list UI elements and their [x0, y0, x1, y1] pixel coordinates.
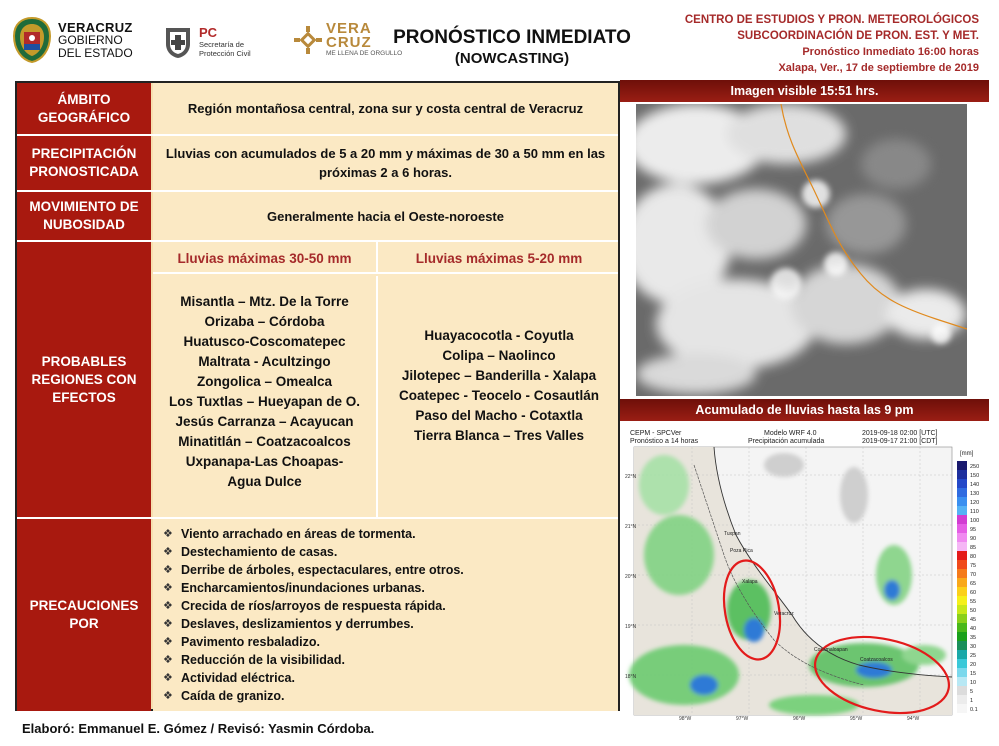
precipitacion-label: PRECIPITACIÓN PRONOSTICADA [17, 136, 151, 190]
colorbar-label: 50 [970, 608, 977, 614]
precauciones-label: PRECAUCIONES POR [17, 519, 151, 711]
colorbar-swatch [957, 623, 967, 632]
diamond-bullet-icon: ❖ [163, 690, 173, 702]
regions-header-row [153, 242, 618, 274]
city-label: Poza Rica [730, 548, 753, 554]
colorbar-label: 80 [970, 554, 977, 560]
lat-label: 18°N [625, 674, 637, 680]
regiones-label: PROBABLES REGIONES CON EFECTOS [17, 242, 151, 517]
colorbar-label: 110 [970, 509, 979, 515]
colorbar-swatch [957, 524, 967, 533]
colorbar-label: 5 [970, 689, 974, 695]
movimiento-value: Generalmente hacia el Oeste-noroeste [153, 192, 618, 240]
city-label: Xalapa [742, 579, 758, 585]
page-subtitle: (NOWCASTING) [454, 50, 570, 67]
colorbar-swatch [957, 578, 967, 587]
lon-label: 96°W [793, 716, 806, 721]
colorbar-swatch [957, 587, 967, 596]
list-item: Uxpanapa-Las Choapas-Agua Dulce [185, 453, 344, 489]
diamond-bullet-icon: ❖ [163, 528, 173, 540]
colorbar-swatch [957, 479, 967, 488]
satellite-cloud-field [636, 104, 967, 396]
satellite-visible-image [636, 104, 967, 396]
diamond-bullet-icon: ❖ [163, 600, 173, 612]
diamond-bullet-icon: ❖ [163, 582, 173, 594]
colorbar-swatch [957, 533, 967, 542]
colorbar-label: 90 [970, 536, 977, 542]
list-item: Tierra Blanca – Tres Valles [413, 427, 585, 443]
scale-unit: [mm] [960, 451, 974, 457]
list-item: ❖ Viento arrachado en áreas de tormenta. [163, 527, 416, 541]
veracruz-logo-line3: DEL ESTADO [58, 45, 133, 60]
list-item: Misantla – Mtz. De la Torre [180, 293, 349, 309]
model-forecast-horizon: Pronóstico a 14 horas [630, 438, 699, 445]
city-label: Veracruz [774, 611, 794, 617]
colorbar-label: 0.1 [970, 707, 978, 713]
colorbar-label: 95 [970, 527, 977, 533]
diamond-bullet-icon: ❖ [163, 546, 173, 558]
colorbar-label: 10 [970, 680, 977, 686]
row-ambito [17, 83, 618, 136]
accumulated-rain-title: Acumulado de lluvias hasta las 9 pm [620, 399, 989, 421]
colorbar-swatch [957, 686, 967, 695]
diamond-bullet-icon: ❖ [163, 654, 173, 666]
list-item: ❖ Caída de granizo. [163, 689, 285, 703]
colorbar-label: 30 [970, 644, 977, 650]
colorbar-swatch [957, 659, 967, 668]
veracruz-brand-mark-icon [294, 26, 322, 54]
colorbar-label: 250 [970, 464, 980, 470]
footer-credits: Elaboró: Emmanuel E. Gómez / Revisó: Yasmin Córdoba. [22, 721, 375, 736]
proteccion-civil-shield-icon [162, 24, 194, 60]
issue-date: Xalapa, Ver., 17 de septiembre de 2019 [778, 62, 979, 74]
colorbar-label: 1 [970, 698, 974, 704]
list-item: Huatusco-Coscomatepec [183, 333, 346, 349]
colorbar-swatch [957, 668, 967, 677]
heavy-rain-header: Lluvias máximas 30-50 mm [153, 242, 378, 274]
list-item: Maltrata - Acultzingo [198, 353, 331, 369]
veracruz-logo-line2: GOBIERNO [58, 32, 123, 47]
pc-logo-line3: Protección Civil [199, 49, 251, 58]
list-item: Los Tuxtlas – Hueyapan de O. [168, 393, 361, 409]
lon-label: 98°W [679, 716, 692, 721]
page-title: PRONÓSTICO INMEDIATO [393, 27, 631, 48]
colorbar-label: 40 [970, 626, 977, 632]
forecast-table [15, 81, 620, 711]
colorbar-label: 25 [970, 653, 977, 659]
colorbar-label: 140 [970, 482, 980, 488]
colorbar-label: 45 [970, 617, 977, 623]
center-name: CENTRO DE ESTUDIOS Y PRON. METEOROLÓGICOS [684, 14, 979, 26]
list-item: Coatepec - Teocelo - Cosautlán [398, 387, 600, 403]
row-precauciones [17, 519, 618, 711]
colorbar-swatch [957, 695, 967, 704]
list-item: ❖ Encharcamientos/inundaciones urbanas. [163, 581, 425, 595]
lat-label: 22°N [625, 474, 637, 480]
pc-logo-title: PC [199, 25, 218, 40]
colorbar-label: 120 [970, 500, 980, 506]
row-movimiento [17, 192, 618, 242]
ambito-value: Región montañosa central, zona sur y costa central de Veracruz [153, 83, 618, 134]
wrf-map-svg [624, 425, 992, 721]
colorbar-swatch [957, 641, 967, 650]
list-item: Colipa – Naolinco [442, 347, 556, 363]
forecast-time: Pronóstico Inmediato 16:00 horas [802, 46, 979, 58]
issuing-center-info [685, 12, 979, 76]
diamond-bullet-icon: ❖ [163, 564, 173, 576]
model-utc-time: 2019-09-18 02:00 [UTC] [862, 430, 938, 437]
veracruz-logo-line1: VERACRUZ [58, 19, 133, 35]
ambito-label: ÁMBITO GEOGRÁFICO [17, 83, 151, 134]
subcoordination-name: SUBCOORDINACIÓN DE PRON. EST. Y MET. [737, 30, 979, 42]
list-item: ❖ Pavimento resbaladizo. [163, 635, 320, 649]
model-source: CEPM - SPCVer [630, 430, 682, 437]
light-rain-header: Lluvias máximas 5-20 mm [415, 250, 583, 266]
colorbar-swatch [957, 470, 967, 479]
colorbar-swatch [957, 605, 967, 614]
proteccion-civil-logo [162, 24, 251, 60]
colorbar-swatch [957, 506, 967, 515]
colorbar-swatch [957, 596, 967, 605]
colorbar-label: 55 [970, 599, 977, 605]
row-regiones [17, 242, 618, 519]
list-item: Orizaba – Córdoba [204, 313, 325, 329]
veracruz-government-logo [12, 16, 133, 64]
colorbar-swatch [957, 515, 967, 524]
city-label: Cosamaloapan [814, 647, 848, 653]
row-precipitacion [17, 136, 618, 192]
list-item: Jilotepec – Banderilla - Xalapa [401, 367, 597, 383]
model-cdt-time: 2019-09-17 21:00 [CDT] [862, 438, 938, 445]
colorbar-label: 65 [970, 581, 977, 587]
colorbar-swatch [957, 560, 967, 569]
precipitacion-value: Lluvias con acumulados de 5 a 20 mm y máximas de 30 a 50 mm en las próximas 2 a 6 horas. [153, 136, 618, 190]
list-item: Zongolica – Omealca [196, 373, 333, 389]
list-item: Minatitlán – Coatzacoalcos [178, 433, 351, 449]
lon-label: 94°W [907, 716, 920, 721]
diamond-bullet-icon: ❖ [163, 618, 173, 630]
colorbar-label: 70 [970, 572, 977, 578]
brand-logo-line2: CRUZ [326, 34, 372, 51]
colorbar-swatch [957, 497, 967, 506]
list-item: ❖ Destechamiento de casas. [163, 545, 338, 559]
regiones-content [153, 242, 618, 517]
precauciones-content [153, 519, 618, 711]
colorbar-label: 75 [970, 563, 977, 569]
colorbar-swatch [957, 677, 967, 686]
brand-logo-tagline: ME LLENA DE ORGULLO [326, 50, 403, 57]
colorbar-label: 150 [970, 473, 980, 479]
movimiento-label: MOVIMIENTO DE NUBOSIDAD [17, 192, 151, 240]
list-item: ❖ Actividad eléctrica. [163, 671, 295, 685]
lat-label: 20°N [625, 574, 637, 580]
colorbar-swatch [957, 488, 967, 497]
colorbar-swatch [957, 569, 967, 578]
colorbar-swatch [957, 704, 967, 713]
city-label: Coatzacoalcos [860, 657, 893, 663]
precautions-list [163, 525, 618, 705]
colorbar-swatch [957, 614, 967, 623]
wrf-precipitation-map [624, 425, 992, 721]
colorbar-label: 20 [970, 662, 977, 668]
lon-label: 95°W [850, 716, 863, 721]
heavy-rain-regions [153, 276, 378, 517]
colorbar-swatch [957, 461, 967, 470]
diamond-bullet-icon: ❖ [163, 672, 173, 684]
diamond-bullet-icon: ❖ [163, 636, 173, 648]
lat-label: 21°N [625, 524, 637, 530]
colorbar-label: 35 [970, 635, 977, 641]
lon-label: 97°W [736, 716, 749, 721]
veracruz-crest-icon [12, 16, 52, 64]
city-label: Tuxpan [724, 531, 741, 537]
list-item: ❖ Reducción de la visibilidad. [163, 653, 345, 667]
model-field: Precipitación acumulada [748, 438, 825, 445]
colorbar-swatch [957, 542, 967, 551]
colorbar-swatch [957, 551, 967, 560]
list-item: ❖ Deslaves, deslizamientos y derrumbes. [163, 617, 414, 631]
colorbar-label: 15 [970, 671, 977, 677]
colorbar-swatch [957, 632, 967, 641]
model-name: Modelo WRF 4.0 [764, 430, 817, 437]
list-item: Huayacocotla - Coyutla [424, 327, 574, 343]
colorbar-label: 85 [970, 545, 977, 551]
list-item: Jesús Carranza – Acayucan [175, 413, 354, 429]
colorbar-swatch [957, 650, 967, 659]
list-item: Paso del Macho - Cotaxtla [415, 407, 583, 423]
visible-image-title: Imagen visible 15:51 hrs. [620, 80, 989, 102]
light-rain-regions [380, 276, 618, 517]
colorbar-label: 130 [970, 491, 980, 497]
colorbar-label: 60 [970, 590, 977, 596]
colorbar-label: 100 [970, 518, 980, 524]
list-item: ❖ Crecida de ríos/arroyos de respuesta rápida. [163, 599, 446, 613]
lat-label: 19°N [625, 624, 637, 630]
brand-logo-line1: VERA [326, 20, 372, 37]
pc-logo-line2: Secretaría de [199, 40, 245, 49]
list-item: ❖ Derribe de árboles, espectaculares, entre otros. [163, 563, 464, 577]
